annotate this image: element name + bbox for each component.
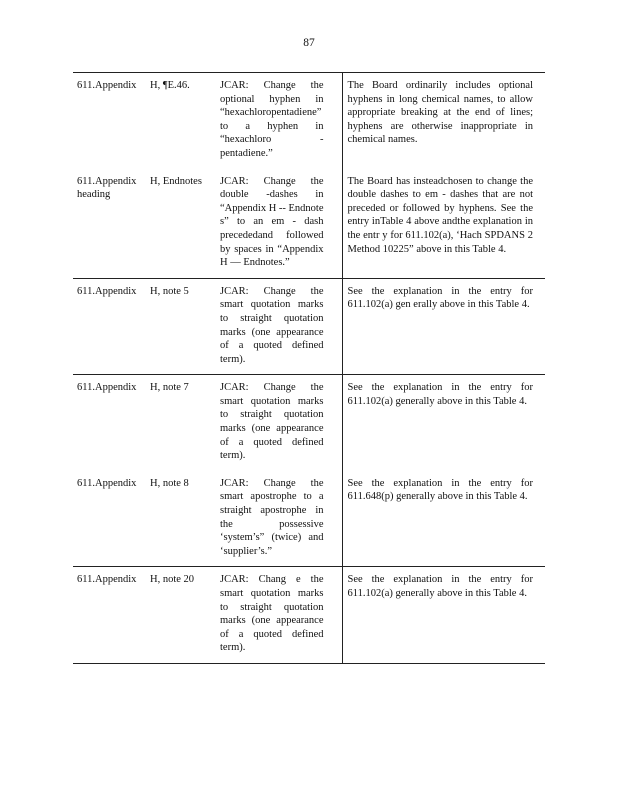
explanation-cell: See the explanation in the entry for 611.102(a) gen erally above in this Table 4.: [342, 278, 545, 375]
section-cell: 611.Appendix: [73, 567, 146, 664]
explanation-cell: See the explanation in the entry for 611.648(p) generally above in this Table 4.: [342, 471, 545, 567]
change-cell: JCAR: Change the double -dashes in “Appendix H -- Endnote s” to an em - dash precededand followed by spaces in “Appendix H — Endnotes.”: [216, 169, 342, 279]
change-cell: JCAR: Change the optional hyphen in “hexachloropentadiene” to a hyphen in “hexachloro - pentadiene.”: [216, 73, 342, 169]
item-cell: H, note 7: [150, 382, 189, 394]
section-cell: 611.Appendix: [73, 471, 146, 567]
table-row: [73, 471, 545, 567]
comments-table: [73, 72, 545, 664]
change-cell: JCAR: Change the smart apostrophe to a straight apostrophe in the possessive ‘system’s” (twice) and ‘supplier’s.”: [216, 471, 342, 567]
page-number: 87: [303, 37, 315, 49]
change-cell: JCAR: Change the smart quotation marks to straight quotation marks (one appearance of a quoted defined term).: [216, 278, 342, 375]
explanation-cell: The Board has insteadchosen to change the double dashes to em - dashes that are not preceded or followed by hyphens. See the entry inTable 4 above andthe explanation in the entr y for 611.102(a), ‘Hach SPDANS 2 Method 10225” above in this Table 4.: [342, 169, 545, 279]
item-cell: H, note 8: [146, 471, 216, 567]
item-cell: H, Endnotes: [146, 169, 216, 279]
explanation-cell: The Board ordinarily includes optional hyphens in long chemical names, to allow appropriate breaking at the end of lines; hyphens are otherwise inappropriate in chemical names.: [342, 73, 545, 169]
change-cell: JCAR: Change the smart quotation marks to straight quotation marks (one appearance of a quoted defined term).: [216, 375, 342, 471]
item-cell: H, ¶E.46.: [146, 73, 216, 169]
table-row: [73, 567, 545, 664]
explanation-cell: See the explanation in the entry for 611.102(a) generally above in this Table 4.: [342, 567, 545, 664]
section-cell: 611.Appendix heading: [73, 169, 146, 279]
item-cell: H, note 20: [146, 567, 216, 664]
table-row: [73, 73, 545, 169]
section-cell: 611.Appendix: [77, 382, 137, 394]
table-row: [73, 169, 545, 279]
explanation-cell: See the explanation in the entry for 611.102(a) generally above in this Table 4.: [347, 382, 533, 407]
table-row: [73, 278, 545, 375]
section-cell: 611.Appendix: [73, 73, 146, 169]
section-cell: 611.Appendix: [73, 278, 146, 375]
table-row: [73, 375, 545, 471]
change-cell: JCAR: Chang e the smart quotation marks to straight quotation marks (one appearance of a quoted defined term).: [216, 567, 342, 664]
item-cell: H, note 5: [146, 278, 216, 375]
